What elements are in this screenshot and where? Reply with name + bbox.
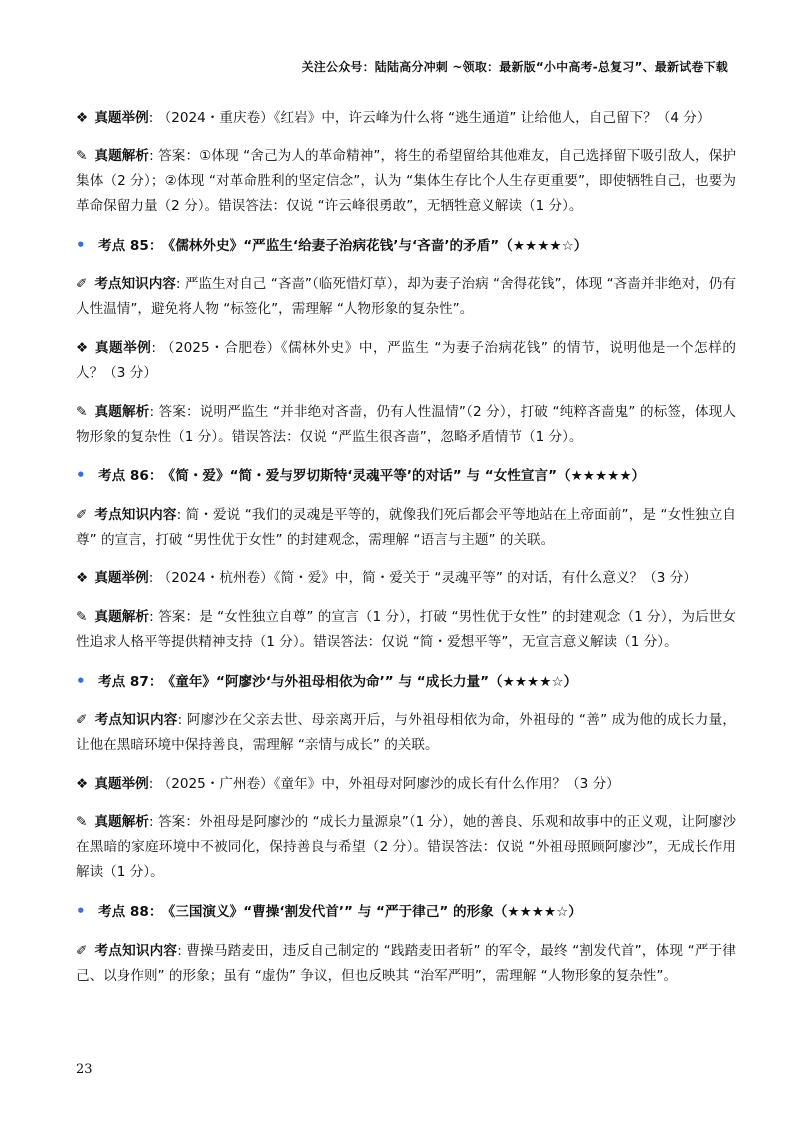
kaodian-title: 《简・爱》“简・爱与罗切斯特‘灵魂平等’的对话” 与 “女性宣言”（★★★★★） xyxy=(168,468,646,485)
exam-analysis: ✎ 真题解析: 答案：说明严监生 “并非绝对吝啬，仍有人性温情”（2 分），打破 “纯粹吝啬鬼” 的标签，体现人物形象的复杂性（1 分）。错误答法：仅说 “严监生很吝啬”，忽略矛盾情节（1 分）。 xyxy=(76,400,736,450)
knowledge-content: ✐ 考点知识内容: 严监生对自己 “吝啬”（临死惜灯草），却为妻子治病 “舍得花钱”，体现 “吝啬并非绝对，仍有人性温情”，避免将人物 “标签化”，需理解 “人物形象的复杂性”。 xyxy=(76,272,736,322)
analysis-label: 真题解析 xyxy=(94,403,150,420)
analysis-label: 真题解析 xyxy=(94,608,150,625)
example-label: 真题举例 xyxy=(94,109,149,126)
pen-icon: ✐ xyxy=(76,276,88,293)
example-label: 真题举例 xyxy=(94,570,149,587)
example-label: 真题举例 xyxy=(94,339,152,356)
knowledge-label: 考点知识内容 xyxy=(94,276,176,293)
exam-analysis: ✎ 真题解析: 答案：是 “女性独立自尊” 的宣言（1 分），打破 “男性优于女性” 的封建观念（1 分），为后世女性追求人格平等提供精神支持（1 分）。错误答法：仅说 “简・爱想平等”，无宣言意义解读（1 分）。 xyxy=(76,605,736,655)
knowledge-text: 阿廖沙在父亲去世、母亲离开后，与外祖母相依为命，外祖母的 “善” 成为他的成长力量，让他在黑暗环境中保持善良，需理解 “亲情与成长” 的关联。 xyxy=(76,712,737,754)
kaodian-heading: • 考点 86： 《简・爱》“简・爱与罗切斯特‘灵魂平等’的对话” 与 “女性宣言”（★★★★★） xyxy=(76,463,736,489)
analysis-label: 真题解析 xyxy=(94,814,150,831)
kaodian-number: 88： xyxy=(129,903,163,920)
kaodian-title: 《儒林外史》“严监生‘给妻子治病花钱’与‘吝啬’的矛盾”（★★★★☆） xyxy=(168,237,588,254)
knowledge-content: ✐ 考点知识内容: 简・爱说 “我们的灵魂是平等的，就像我们死后都会平等地站在上帝面前”，是 “女性独立自尊” 的宣言，打破 “男性优于女性” 的封建观念，需理解 “语言与主题” 的关联。 xyxy=(76,503,736,553)
knowledge-content: ✐ 考点知识内容: 阿廖沙在父亲去世、母亲离开后，与外祖母相依为命，外祖母的 “善” 成为他的成长力量，让他在黑暗环境中保持善良，需理解 “亲情与成长” 的关联。 xyxy=(76,708,736,758)
exam-example: ❖ 真题举例: （2024・杭州卷）《简・爱》中，简・爱关于 “灵魂平等” 的对话，有什么意义？（3 分） xyxy=(76,566,736,591)
example-label: 真题举例 xyxy=(94,775,149,792)
example-text: （2024・杭州卷）《简・爱》中，简・爱关于 “灵魂平等” 的对话，有什么意义？（3 分） xyxy=(157,570,697,587)
analysis-text: 答案：是 “女性独立自尊” 的宣言（1 分），打破 “男性优于女性” 的封建观念（1 分），为后世女性追求人格平等提供精神支持（1 分）。错误答法：仅说 “简・爱想平等”，无宣言意义解读（1 分）。 xyxy=(76,608,737,650)
bullet-icon: • xyxy=(76,235,86,254)
diamond-icon: ❖ xyxy=(76,339,89,356)
knowledge-label: 考点知识内容 xyxy=(94,942,178,959)
example-text: （2025・广州卷）《童年》中，外祖母对阿廖沙的成长有什么作用？（3 分） xyxy=(157,775,620,792)
kaodian-number: 86： xyxy=(129,468,163,485)
pencil-icon: ✎ xyxy=(76,403,88,420)
kaodian-title: 《三国演义》“曹操‘割发代首’” 与 “严于律己” 的形象（★★★★☆） xyxy=(168,903,582,920)
analysis-text: 答案：外祖母是阿廖沙的 “成长力量源泉”（1 分），她的善良、乐观和故事中的正义观，让阿廖沙在黑暗的家庭环境中不被同化，保持善良与希望（2 分）。错误答法：仅说 “外祖母照顾阿廖沙”，无成长作用解读（1 分）。 xyxy=(76,814,736,881)
kaodian-title: 《童年》“阿廖沙‘与外祖母相依为命’” 与 “成长力量”（★★★★☆） xyxy=(168,673,578,690)
kaodian-number: 87： xyxy=(129,673,163,690)
exam-example: ❖ 真题举例: （2024・重庆卷）《红岩》中，许云峰为什么将 “逃生通道” 让给他人，自己留下？（4 分） xyxy=(76,106,736,131)
pen-icon: ✐ xyxy=(76,506,88,523)
pen-icon: ✐ xyxy=(76,942,88,959)
page-content xyxy=(76,92,736,998)
knowledge-label: 考点知识内容 xyxy=(94,506,177,523)
pencil-icon: ✎ xyxy=(76,608,88,625)
page-header: 关注公众号：陆陆高分冲刺 ~领取：最新版“小中高考-总复习”、最新试卷下载 xyxy=(301,60,728,74)
pen-icon: ✐ xyxy=(76,712,88,729)
exam-example: ❖ 真题举例: （2025・广州卷）《童年》中，外祖母对阿廖沙的成长有什么作用？（3 分） xyxy=(76,772,736,797)
diamond-icon: ❖ xyxy=(76,570,89,587)
kaodian-heading: • 考点 85： 《儒林外史》“严监生‘给妻子治病花钱’与‘吝啬’的矛盾”（★★★★☆） xyxy=(76,233,736,259)
pencil-icon: ✎ xyxy=(76,814,88,831)
kaodian-heading: • 考点 87： 《童年》“阿廖沙‘与外祖母相依为命’” 与 “成长力量”（★★★★☆） xyxy=(76,669,736,695)
knowledge-content: ✐ 考点知识内容: 曹操马踏麦田，违反自己制定的 “践踏麦田者斩” 的军令，最终 “割发代首”，体现 “严于律己、以身作则” 的形象；虽有 “虚伪” 争议，但也反映其 “治军严明”，需理解 “人物形象的复杂性”。 xyxy=(76,939,736,989)
pencil-icon: ✎ xyxy=(76,148,88,165)
exam-analysis: ✎ 真题解析: 答案：①体现 “舍己为人的革命精神”，将生的希望留给其他难友，自己选择留下吸引敌人，保护集体（2 分）；②体现 “对革命胜利的坚定信念”，认为 “集体生存比个人生存更重要”，即使牺牲自己，也要为革命保留力量（2 分）。错误答法：仅说 “许云峰很勇敢”，无牺牲意义解读（1 分）。 xyxy=(76,144,736,219)
knowledge-text: 严监生对自己 “吝啬”（临死惜灯草），却为妻子治病 “舍得花钱”，体现 “吝啬并非绝对，仍有人性温情”，避免将人物 “标签化”，需理解 “人物形象的复杂性”。 xyxy=(76,276,737,318)
diamond-icon: ❖ xyxy=(76,109,89,126)
kaodian-heading: • 考点 88： 《三国演义》“曹操‘割发代首’” 与 “严于律己” 的形象（★★★★☆） xyxy=(76,899,736,925)
exam-analysis: ✎ 真题解析: 答案：外祖母是阿廖沙的 “成长力量源泉”（1 分），她的善良、乐观和故事中的正义观，让阿廖沙在黑暗的家庭环境中不被同化，保持善良与希望（2 分）。错误答法：仅说 “外祖母照顾阿廖沙”，无成长作用解读（1 分）。 xyxy=(76,810,736,885)
analysis-label: 真题解析 xyxy=(94,148,150,165)
analysis-text: 答案：说明严监生 “并非绝对吝啬，仍有人性温情”（2 分），打破 “纯粹吝啬鬼” 的标签，体现人物形象的复杂性（1 分）。错误答法：仅说 “严监生很吝啬”，忽略矛盾情节（1 分）。 xyxy=(76,403,737,445)
example-text: （2025・合肥卷）《儒林外史》中，严监生 “为妻子治病花钱” 的情节，说明他是一个怎样的人？（3 分） xyxy=(76,339,737,381)
bullet-icon: • xyxy=(76,466,86,485)
kaodian-number: 85： xyxy=(129,237,163,254)
knowledge-text: 简・爱说 “我们的灵魂是平等的，就像我们死后都会平等地站在上帝面前”，是 “女性独立自尊” 的宣言，打破 “男性优于女性” 的封建观念，需理解 “语言与主题” 的关联。 xyxy=(76,506,736,548)
bullet-icon: • xyxy=(76,671,86,690)
knowledge-label: 考点知识内容 xyxy=(94,712,178,729)
diamond-icon: ❖ xyxy=(76,775,89,792)
bullet-icon: • xyxy=(76,901,86,920)
example-text: （2024・重庆卷）《红岩》中，许云峰为什么将 “逃生通道” 让给他人，自己留下？（4 分） xyxy=(157,109,711,126)
knowledge-text: 曹操马踏麦田，违反自己制定的 “践踏麦田者斩” 的军令，最终 “割发代首”，体现 “严于律己、以身作则” 的形象；虽有 “虚伪” 争议，但也反映其 “治军严明”，需理解 “人物形象的复杂性”。 xyxy=(76,942,737,984)
exam-example: ❖ 真题举例: （2025・合肥卷）《儒林外史》中，严监生 “为妻子治病花钱” 的情节，说明他是一个怎样的人？（3 分） xyxy=(76,336,736,386)
analysis-text: 答案：①体现 “舍己为人的革命精神”，将生的希望留给其他难友，自己选择留下吸引敌人，保护集体（2 分）；②体现 “对革命胜利的坚定信念”，认为 “集体生存比个人生存更重要”，即使牺牲自己，也要为革命保留力量（2 分）。错误答法：仅说 “许云峰很勇敢”，无牺牲意义解读（1 分）。 xyxy=(76,148,737,215)
page-number: 23 xyxy=(76,1062,93,1077)
